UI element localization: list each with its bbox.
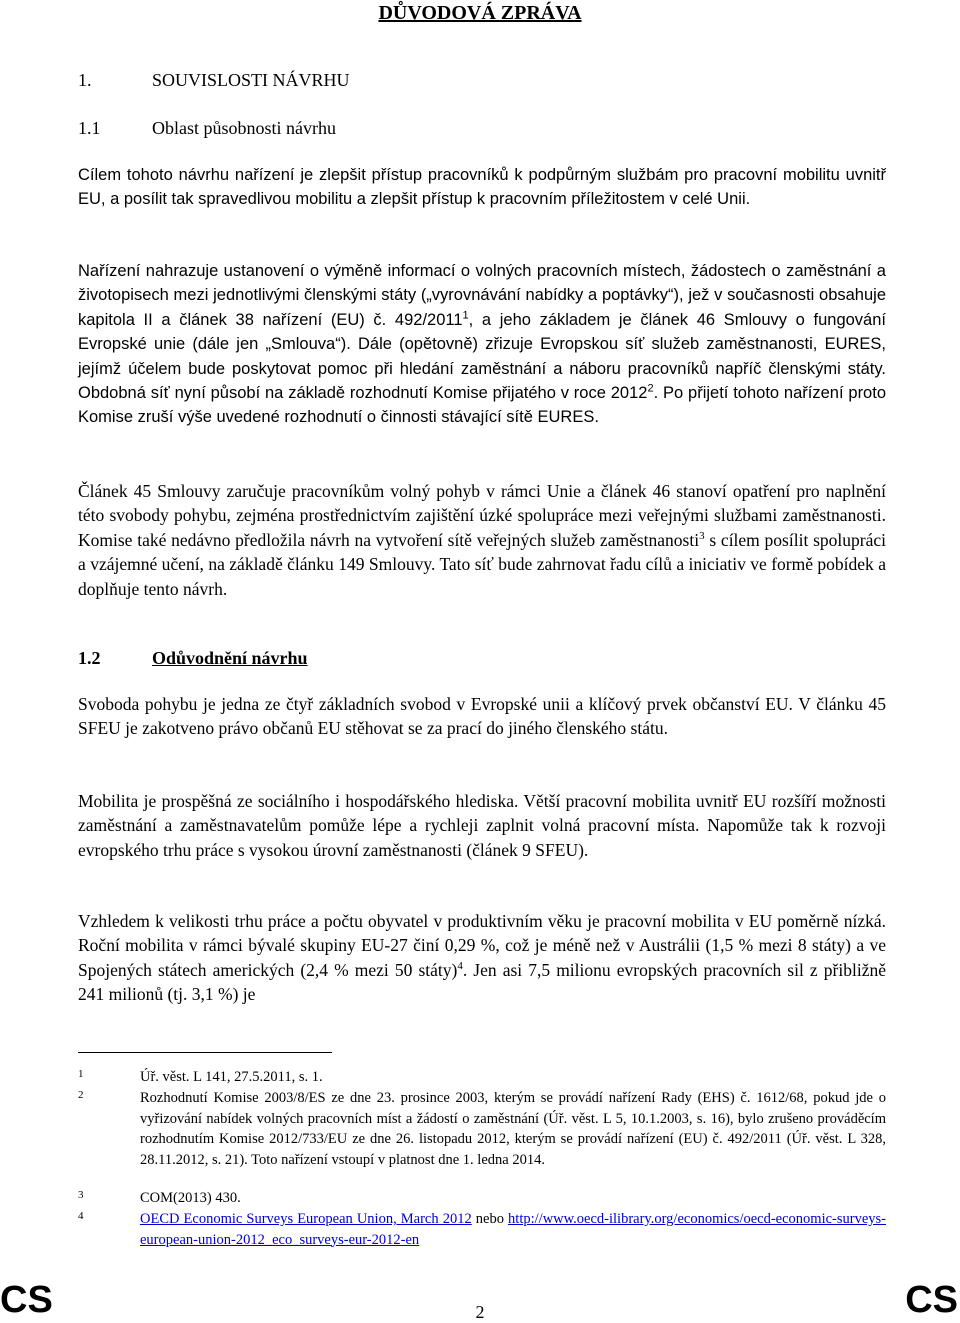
paragraph-scope: Cílem tohoto návrhu nařízení je zlepšit přístup pracovníků k podpůrným službám pro pracovní mobilitu uvnitř EU, a posílit tak spravedlivou mobilitu a zlepšit přístup k pracovním příležitostem v celé Unii. (78, 166, 886, 209)
footnote-number: 4 (78, 1210, 84, 1222)
footnote-number: 3 (78, 1189, 84, 1201)
footnote-separator (78, 1052, 332, 1053)
footnote-ref-1[interactable]: 1 (462, 309, 469, 322)
text-run: . Jen asi 7,5 milionu evropských pracovních sil z přibližně 241 milionů (tj. 3,1 %) je (78, 959, 886, 1005)
footnote-text: Rozhodnutí Komise 2003/8/ES ze dne 23. prosince 2003, kterým se provádí nařízení Rady (EHS) č. 1612/68, pokud jde o vyřizování nabídek volných pracovních míst a žádostí o zaměstnání (Úř. věst. L 5, 10.1.2003, s. 16), bylo zrušeno prováděcím rozhodnutím Komise 2012/733/EU ze dne 26. listopadu 2012, kterým se provádí nařízení (EU) č. 492/2011 (Úř. věst. L 328, 28.11.2012, s. 21). Toto nařízení vstoupí v platnost dne 1. ledna 2014. (140, 1090, 886, 1168)
text-run: Nařízení nahrazuje ustanovení o výměně informací o volných pracovních místech, žádostech o zaměstnání a životopisech mezi jednotlivými členskými státy („vyrovnávání nabídky a poptávky“), jež v současnosti obsahuje kapitola II a článek 38 nařízení (EU) č. 492/2011 (78, 262, 886, 329)
section-title: SOUVISLOSTI NÁVRHU (152, 70, 350, 90)
oecd-survey-link[interactable]: OECD Economic Surveys European Union, March 2012 (140, 1211, 472, 1227)
section-heading-1 (78, 70, 350, 91)
section-number: 1.2 (78, 648, 101, 668)
paragraph-regulation (78, 259, 886, 430)
text-run: Článek 45 Smlouvy zaručuje pracovníkům volný pohyb v rámci Unie a článek 46 stanoví opatření pro naplnění této svobody pohybu, zejména prostřednictvím zajištění úzké spolupráce mezi veřejnými službami zaměstnanosti. Komise také nedávno předložila návrh na vytvoření sítě veřejných služeb zaměstnanosti (78, 481, 886, 550)
text-run: . Po přijetí tohoto nařízení proto Komise zruší výše uvedené rozhodnutí o činnosti stávající sítě EURES. (78, 384, 886, 427)
document-title (0, 2, 960, 25)
paragraph-freedom-of-movement: Svoboda pohybu je jedna ze čtyř základních svobod v Evropské unii a klíčový prvek občanství EU. V článku 45 SFEU je zakotveno právo občanů EU stěhovat se za prací do jiného členského státu. (78, 694, 886, 739)
text-run: s cílem posílit spolupráci a vzájemné učení, na základě článku 149 Smlouvy. Tato síť bude zahrnovat řadu cílů a iniciativ ve formě pobídek a doplňuje tento návrh. (78, 529, 886, 599)
text-run: Vzhledem k velikosti trhu práce a počtu obyvatel v produktivním věku je pracovní mobilita v EU poměrně nízká. Roční mobilita v rámci bývalé skupiny EU-27 činí 0,29 %, což je méně než v Austrálii (1,5 % mezi 8 státy) a ve Spojených státech amerických (2,4 % mezi 50 státy) (78, 911, 886, 980)
footnote-text: COM(2013) 430. (140, 1190, 241, 1206)
footnote-ref-2[interactable]: 2 (647, 382, 654, 395)
footnote-ref-3[interactable]: 3 (699, 529, 705, 542)
footnote-text: Úř. věst. L 141, 27.5.2011, s. 1. (140, 1069, 323, 1085)
footnote-number: 2 (78, 1089, 84, 1101)
footnote-ref-4[interactable]: 4 (457, 959, 463, 972)
section-title: Odůvodnění návrhu (152, 648, 308, 668)
paragraph-article-45 (78, 479, 886, 601)
paragraph-mobility-benefits: Mobilita je prospěšná ze sociálního i hospodářského hlediska. Větší pracovní mobilita uvnitř EU rozšíří možnosti zaměstnání a zaměstnavatelům pomůže lépe a rychleji zaplnit volná pracovní místa. Napomůže tak k rozvoji evropského trhu práce s vysokou úrovní zaměstnanosti (článek 9 SFEU). (78, 791, 886, 860)
footnote-number: 1 (78, 1068, 84, 1080)
document-title-text: DŮVODOVÁ ZPRÁVA (378, 2, 582, 24)
paragraph-mobility-level (78, 909, 886, 1007)
section-title: Oblast působnosti návrhu (152, 118, 336, 138)
footnote-connector: nebo (471, 1211, 509, 1227)
page-number: 2 (475, 1302, 485, 1322)
language-mark-right: CS (905, 1279, 958, 1321)
section-number: 1. (78, 70, 92, 90)
section-heading-1-2 (78, 648, 308, 669)
text-run: , a jeho základem je článek 46 Smlouvy o fungování Evropské unie (dále jen „Smlouva“). Dále (opětovně) zřizuje Evropskou síť služeb zaměstnanosti, EURES, jejímž účelem bude poskytovat pomoc při hledání zaměstnání a náboru pracovníků napříč členskými státy. Obdobná síť nyní působí na základě rozhodnutí Komise přijatého v roce 2012 (78, 310, 886, 403)
section-heading-1-1 (78, 118, 336, 139)
section-number: 1.1 (78, 118, 101, 138)
oecd-ilibrary-link[interactable]: http://www.oecd-ilibrary.org/economics/oecd-economic-surveys-european-union-2012_eco_surveys-eur-2012-en (140, 1211, 887, 1248)
language-mark-left: CS (0, 1279, 53, 1321)
footnote-text (140, 1209, 886, 1250)
